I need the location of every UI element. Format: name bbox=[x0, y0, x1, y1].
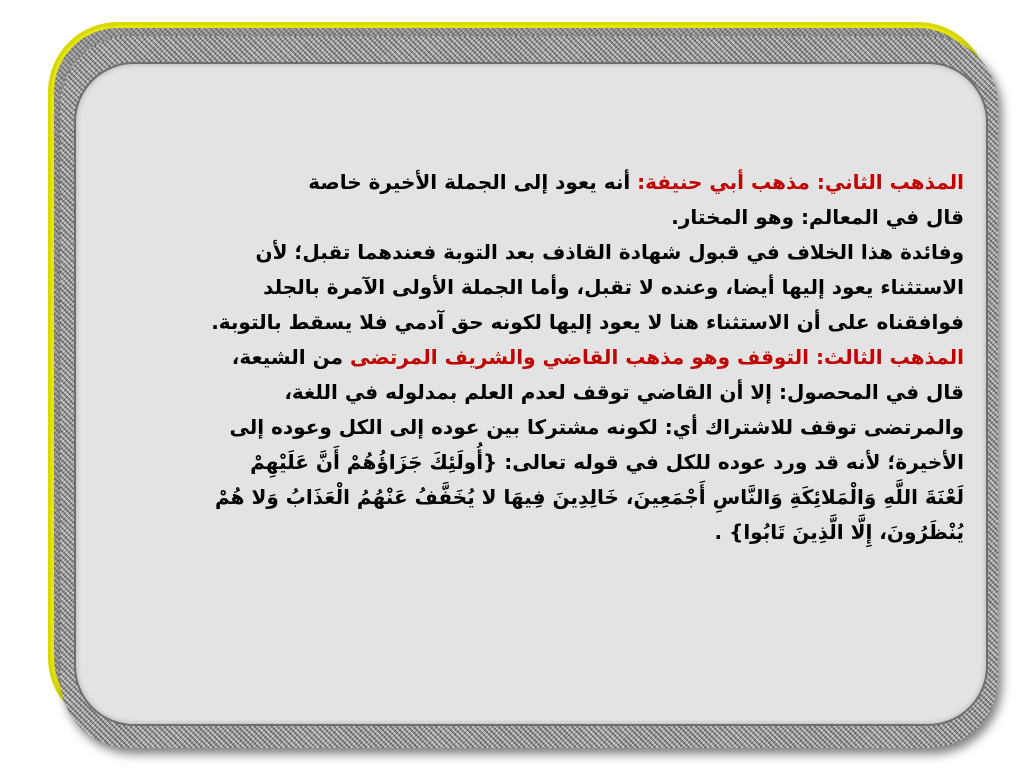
slide-text bbox=[144, 165, 964, 550]
highlight-second-school: المذهب الثاني: مذهب أبي حنيفة: bbox=[637, 170, 964, 194]
text-line-11: يُنْظَرُونَ، إِلَّا الَّذِينَ تَابُوا} . bbox=[714, 520, 964, 544]
highlight-third-school: المذهب الثالث: التوقف وهو مذهب القاضي والشريف المرتضى bbox=[349, 345, 964, 369]
text-line-1 bbox=[144, 165, 964, 200]
text-line-9: الأخيرة؛ لأنه قد ورد عوده للكل في قوله تعالى: {أُولَئِكَ جَزَاؤُهُمْ أَنَّ عَلَيْهِمْ bbox=[250, 450, 964, 474]
text-line-6-rest: من الشيعة، bbox=[231, 345, 350, 369]
text-line-6 bbox=[144, 340, 964, 375]
text-line-10: لَعْنَةَ اللَّهِ وَالْمَلائِكَةِ وَالنَّاسِ أَجْمَعِينَ، خَالِدِينَ فِيهَا لا يُخَفَّفُ عَنْهُمُ الْعَذَابُ وَلا هُمْ bbox=[214, 485, 964, 509]
text-line-8: والمرتضى توقف للاشتراك أي: لكونه مشتركا بين عوده إلى الكل وعوده إلى bbox=[229, 415, 964, 439]
text-line-1-rest: أنه يعود إلى الجملة الأخيرة خاصة bbox=[308, 170, 638, 194]
text-line-7: قال في المحصول: إلا أن القاضي توقف لعدم العلم بمدلوله في اللغة، bbox=[284, 380, 964, 404]
text-line-4: الاستثناء يعود إليها أيضا، وعنده لا تقبل، وأما الجملة الأولى الآمرة بالجلد bbox=[263, 275, 964, 299]
text-line-5: فوافقناه على أن الاستثناء هنا لا يعود إليها لكونه حق آدمي فلا يسقط بالتوبة. bbox=[211, 310, 964, 334]
text-line-3: وفائدة هذا الخلاف في قبول شهادة القاذف بعد التوبة فعندهما تقبل؛ لأن bbox=[255, 240, 964, 264]
text-line-2: قال في المعالم: وهو المختار. bbox=[671, 205, 964, 229]
